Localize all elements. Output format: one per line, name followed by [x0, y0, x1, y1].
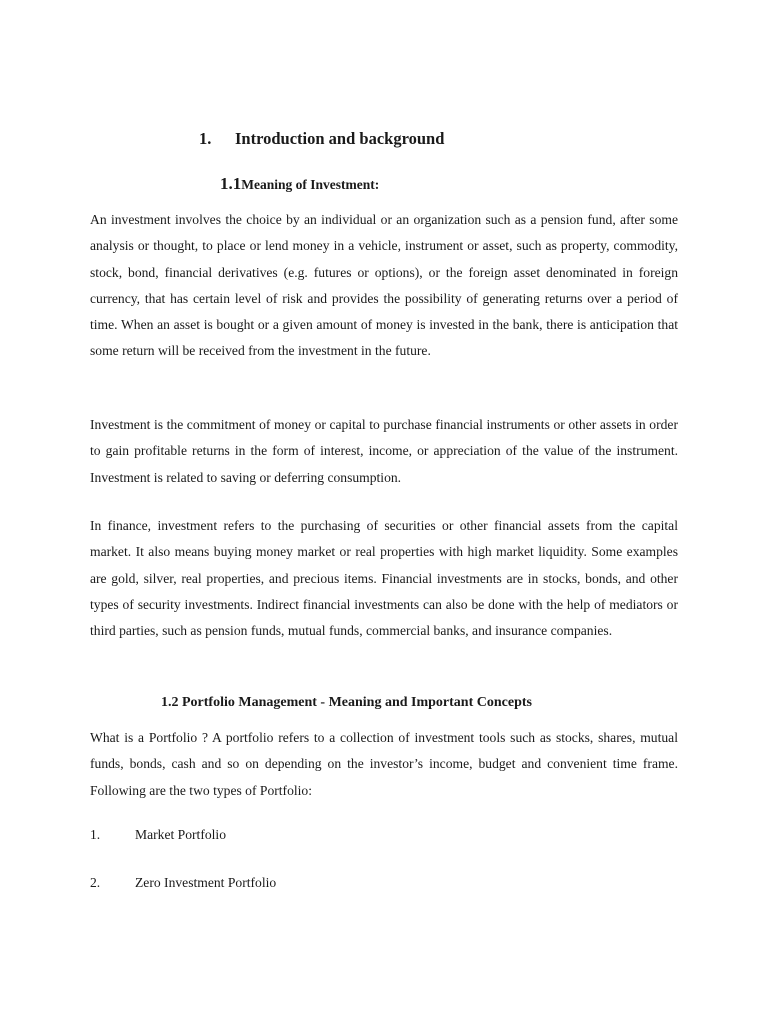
section-heading	[199, 129, 444, 149]
paragraph-investment-commitment: Investment is the commitment of money or capital to purchase financial instruments or other assets in order to gain profitable returns in the form of interest, income, or appreciation of the value of the instrument. Investment is related to saving or deferring consumption.	[90, 417, 678, 485]
subsection-heading	[220, 174, 379, 194]
list-item-number: 2.	[90, 875, 101, 890]
subsection-title: Meaning of Investment:	[241, 177, 380, 192]
subsection-number: 1.1	[220, 174, 242, 193]
paragraph-portfolio: What is a Portfolio ? A portfolio refers to a collection of investment tools such as stocks, shares, mutual funds, bonds, cash and so on depending on the investor’s income, budget and convenient time frame. Following are the two types of Portfolio:	[90, 730, 678, 798]
list-item	[90, 827, 226, 843]
paragraph-investment-definition: An investment involves the choice by an individual or an organization such as a pension fund, after some analysis or thought, to place or lend money in a vehicle, instrument or asset, such as property, commodity, stock, bond, financial derivatives (e.g. futures or options), or the foreign asset denominated in foreign currency, that has certain level of risk and provides the possibility of generating returns over a period of time. When an asset is bought or a given amount of money is invested in the bank, there is anticipation that some return will be received from the investment in the future.	[90, 212, 678, 359]
section-number: 1.	[199, 129, 212, 148]
portfolio-heading: 1.2 Portfolio Management - Meaning and Important Concepts	[161, 695, 532, 710]
list-item-text: Market Portfolio	[135, 827, 226, 842]
list-item	[90, 875, 276, 891]
list-item-text: Zero Investment Portfolio	[135, 875, 277, 890]
section-title: Introduction and background	[235, 129, 445, 148]
paragraph-investment-finance: In finance, investment refers to the purchasing of securities or other financial assets from the capital market. It also means buying money market or real properties with high market liquidity. Some examples are gold, silver, real properties, and precious items. Financial investments are in stocks, bonds, and other types of security investments. Indirect financial investments can also be done with the help of mediators or third parties, such as pension funds, mutual funds, commercial banks, and insurance companies.	[90, 518, 678, 639]
list-item-number: 1.	[90, 827, 101, 842]
